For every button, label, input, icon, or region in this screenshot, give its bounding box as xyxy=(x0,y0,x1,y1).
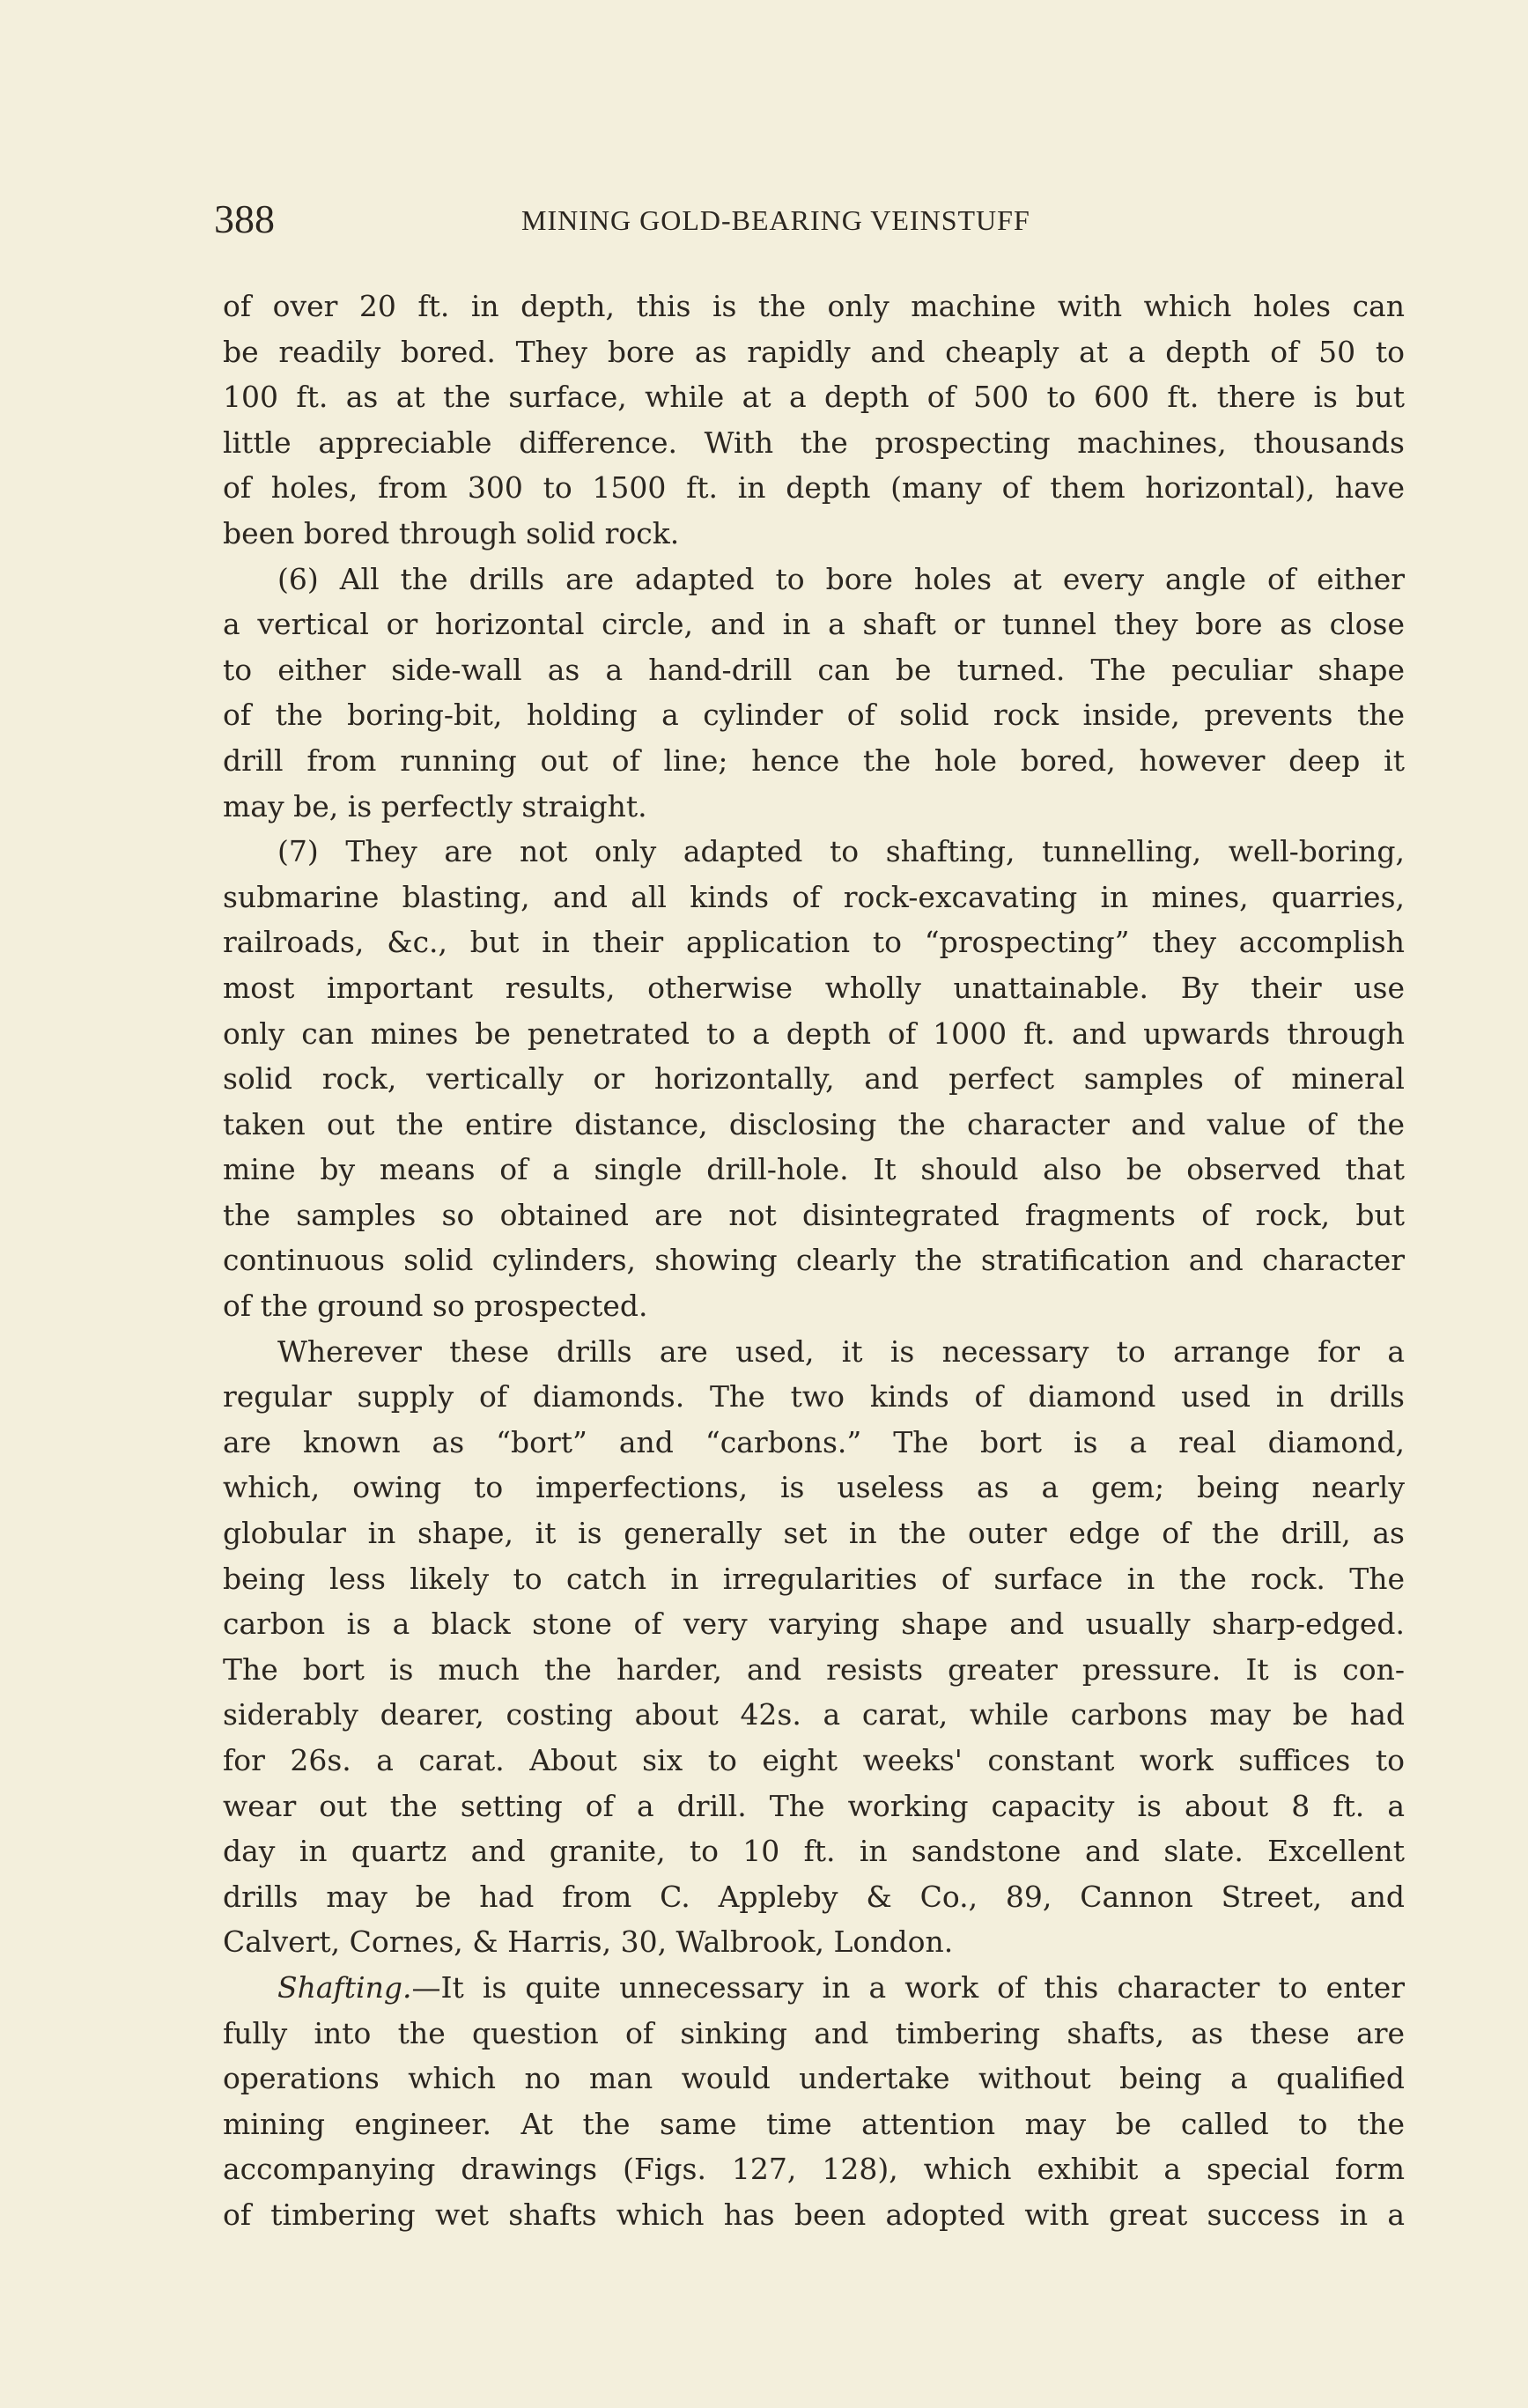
line-text: mine by means of a single drill-hole. It should also be observed that xyxy=(223,1152,1405,1187)
text-line xyxy=(223,1511,1405,1556)
text-line xyxy=(223,329,1405,375)
text-line xyxy=(223,1965,1405,2011)
text-line xyxy=(223,1011,1405,1057)
line-text: of over 20 ft. in depth, this is the only machine with which holes can xyxy=(223,289,1405,323)
line-text: most important results, otherwise wholly unattainable. By their use xyxy=(223,970,1405,1005)
text-line xyxy=(223,1237,1405,1283)
text-line xyxy=(223,602,1405,647)
line-text: taken out the entire distance, disclosing the character and value of the xyxy=(223,1106,1405,1141)
running-title: MINING GOLD-BEARING VEINSTUFF xyxy=(521,204,1030,236)
line-text: a vertical or horizontal circle, and in a shaft or tunnel they bore as close xyxy=(223,607,1405,642)
line-text: for 26s. a carat. About six to eight weeks' constant work suffices to xyxy=(223,1743,1405,1777)
text-line xyxy=(223,1283,1405,1329)
text-line xyxy=(223,1784,1405,1829)
line-text: fully into the question of sinking and timbering shafts, as these are xyxy=(223,2015,1405,2050)
line-text: may be, is perfectly straight. xyxy=(223,788,647,824)
text-line xyxy=(223,1738,1405,1784)
text-line xyxy=(223,965,1405,1011)
text-line xyxy=(223,2146,1405,2192)
text-line xyxy=(223,420,1405,466)
text-line xyxy=(223,1420,1405,1466)
text-line xyxy=(223,692,1405,738)
text-line xyxy=(223,1647,1405,1693)
line-text: 100 ft. as at the surface, while at a depth of 500 to 600 ft. there is but xyxy=(223,380,1405,415)
line-text: of the boring-bit, holding a cylinder of solid rock inside, prevents the xyxy=(223,698,1405,733)
line-text: little appreciable difference. With the prospecting machines, thousands xyxy=(223,425,1405,460)
line-text: Wherever these drills are used, it is necessary to arrange for a xyxy=(277,1333,1405,1369)
line-text: railroads, &c., but in their application to “prospecting” they accomplish xyxy=(223,925,1405,960)
text-line xyxy=(223,1874,1405,1920)
line-text: of timbering wet shafts which has been adopted with great success in a xyxy=(223,2197,1405,2232)
text-line xyxy=(223,647,1405,693)
line-text: regular supply of diamonds. The two kinds of diamond used in drills xyxy=(223,1379,1405,1415)
text-line xyxy=(223,465,1405,511)
text-line xyxy=(223,738,1405,784)
text-line xyxy=(223,374,1405,420)
text-line xyxy=(223,784,1405,830)
line-text: mining engineer. At the same time attention may be called to the xyxy=(223,2106,1405,2141)
line-text: of holes, from 300 to 1500 ft. in depth (many of them horizontal), have xyxy=(223,470,1405,506)
text-line xyxy=(223,557,1405,602)
line-text: (7) They are not only adapted to shafting, tunnelling, well-boring, xyxy=(277,834,1405,869)
text-line xyxy=(223,1102,1405,1148)
text-line xyxy=(223,1329,1405,1375)
text-line xyxy=(223,920,1405,965)
line-text: drills may be had from C. Appleby & Co., 89, Cannon Street, and xyxy=(223,1879,1405,1914)
line-text: —It is quite unnecessary in a work of this character to enter xyxy=(411,1969,1405,2005)
line-text: Calvert, Cornes, & Harris, 30, Walbrook, London. xyxy=(223,1924,954,1960)
text-line xyxy=(223,1692,1405,1738)
text-line xyxy=(223,1465,1405,1511)
line-text: globular in shape, it is generally set in the outer edge of the drill, as xyxy=(223,1516,1405,1551)
line-text: drill from running out of line; hence the hole bored, however deep it xyxy=(223,742,1405,778)
line-text: The bort is much the harder, and resists greater pressure. It is con- xyxy=(223,1651,1405,1687)
line-text: carbon is a black stone of very varying shape and usually sharp-edged. xyxy=(223,1607,1405,1642)
body-text xyxy=(223,284,1405,2238)
text-line xyxy=(223,2192,1405,2238)
line-text: which, owing to imperfections, is useless as a gem; being nearly xyxy=(223,1470,1405,1505)
text-line xyxy=(223,284,1405,329)
text-line xyxy=(223,1601,1405,1647)
line-text: solid rock, vertically or horizontally, and perfect samples of mineral xyxy=(223,1061,1405,1097)
text-line xyxy=(223,2056,1405,2101)
line-text: be readily bored. They bore as rapidly and cheaply at a depth of 50 to xyxy=(223,334,1405,369)
text-line xyxy=(223,1828,1405,1874)
text-line xyxy=(223,875,1405,920)
line-text: are known as “bort” and “carbons.” The bort is a real diamond, xyxy=(223,1424,1405,1459)
text-line xyxy=(223,2101,1405,2147)
line-text: wear out the setting of a drill. The working capacity is about 8 ft. a xyxy=(223,1788,1405,1823)
line-text: operations which no man would undertake without being a qualified xyxy=(223,2061,1405,2096)
line-text: being less likely to catch in irregularities of surface in the rock. The xyxy=(223,1561,1405,1596)
line-text: continuous solid cylinders, showing clearly the stratification and character xyxy=(223,1243,1405,1278)
line-text: (6) All the drills are adapted to bore holes at every angle of either xyxy=(277,561,1405,596)
line-text: only can mines be penetrated to a depth of 1000 ft. and upwards through xyxy=(223,1016,1405,1051)
page-number: 388 xyxy=(214,196,275,241)
text-line xyxy=(223,1919,1405,1965)
line-text: the samples so obtained are not disintegrated fragments of rock, but xyxy=(223,1197,1405,1232)
line-text: to either side-wall as a hand-drill can be turned. The peculiar shape xyxy=(223,652,1405,687)
section-heading: Shafting. xyxy=(277,1969,412,2005)
line-text: siderably dearer, costing about 42s. a carat, while carbons may be had xyxy=(223,1697,1405,1732)
text-line xyxy=(223,2011,1405,2057)
text-line xyxy=(223,1193,1405,1238)
line-text: day in quartz and granite, to 10 ft. in sandstone and slate. Excellent xyxy=(223,1834,1405,1869)
text-line xyxy=(223,1374,1405,1420)
text-line xyxy=(223,1056,1405,1102)
line-text: of the ground so prospected. xyxy=(223,1289,648,1324)
line-text: accompanying drawings (Figs. 127, 128), which exhibit a special form xyxy=(223,2152,1405,2187)
text-line xyxy=(223,511,1405,557)
text-line xyxy=(223,1556,1405,1602)
line-text: been bored through solid rock. xyxy=(223,515,680,550)
text-line xyxy=(223,829,1405,875)
text-line xyxy=(223,1147,1405,1193)
line-text: submarine blasting, and all kinds of rock-excavating in mines, quarries, xyxy=(223,879,1405,914)
